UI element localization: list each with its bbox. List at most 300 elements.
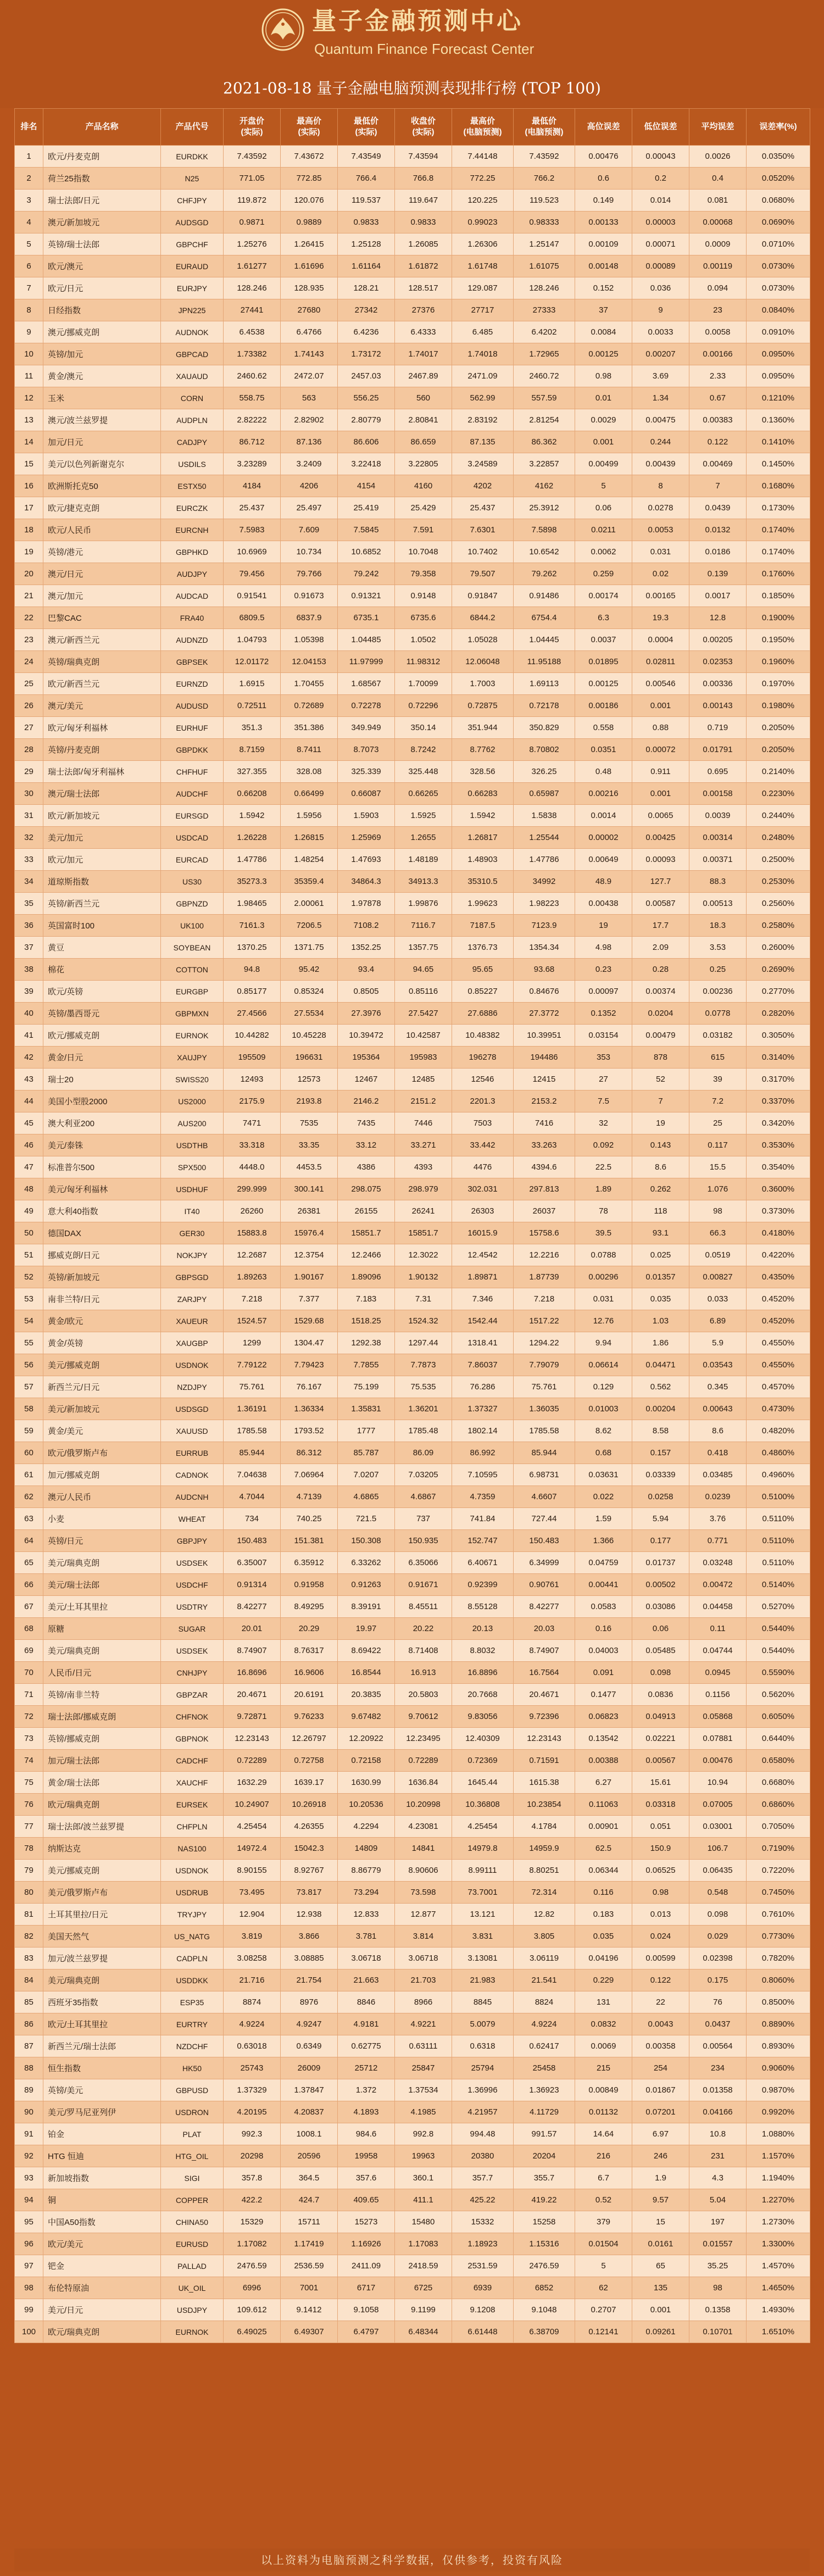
cell-high: 15042.3 — [281, 1838, 338, 1860]
table-row — [15, 937, 810, 959]
cell-predicted-low: 0.84676 — [514, 981, 575, 1003]
cell-low-error: 0.031 — [632, 541, 689, 563]
cell-predicted-high: 6.61448 — [452, 2321, 514, 2343]
cell-low: 20.3835 — [338, 1684, 395, 1706]
cell-rank: 62 — [15, 1486, 43, 1508]
cell-open: 85.944 — [224, 1442, 281, 1464]
cell-product-code: JPN225 — [161, 299, 224, 321]
cell-low-error: 0.01867 — [632, 2079, 689, 2101]
cell-product-code: GBPMXN — [161, 1003, 224, 1025]
cell-product-name: 瑞士法郎/匈牙利福林 — [43, 761, 161, 783]
cell-high-error: 0.0069 — [575, 2035, 632, 2057]
cell-high: 27.5534 — [281, 1003, 338, 1025]
table-row — [15, 1003, 810, 1025]
cell-close: 1297.44 — [395, 1332, 452, 1354]
cell-predicted-low: 12.23143 — [514, 1728, 575, 1750]
cell-predicted-high: 1318.41 — [452, 1332, 514, 1354]
cell-product-name: 黄金/瑞士法郎 — [43, 1772, 161, 1794]
cell-product-name: 欧元/英镑 — [43, 981, 161, 1003]
cell-product-name: 欧元/匈牙利福林 — [43, 717, 161, 739]
cell-predicted-low: 194486 — [514, 1047, 575, 1069]
cell-predicted-low: 350.829 — [514, 717, 575, 739]
cell-product-name: 美元/匈牙利福林 — [43, 1178, 161, 1200]
table-row — [15, 739, 810, 761]
cell-predicted-high: 8.55128 — [452, 1596, 514, 1618]
cell-open: 2460.62 — [224, 365, 281, 387]
cell-high: 0.66499 — [281, 783, 338, 805]
cell-low: 3.781 — [338, 1926, 395, 1948]
cell-predicted-high: 7.86037 — [452, 1354, 514, 1376]
cell-predicted-high: 86.992 — [452, 1442, 514, 1464]
cell-average-error: 0.1358 — [689, 2299, 747, 2321]
cell-low-error: 0.88 — [632, 717, 689, 739]
cell-high: 7535 — [281, 1112, 338, 1134]
cell-high: 300.141 — [281, 1178, 338, 1200]
cell-predicted-low: 9.1048 — [514, 2299, 575, 2321]
cell-open: 7.04638 — [224, 1464, 281, 1486]
cell-average-error: 0.04744 — [689, 1640, 747, 1662]
cell-low: 9.1058 — [338, 2299, 395, 2321]
cell-high: 2.00061 — [281, 893, 338, 915]
cell-close: 20.5803 — [395, 1684, 452, 1706]
cell-predicted-high: 12.4542 — [452, 1244, 514, 1266]
cell-low-error: 9 — [632, 299, 689, 321]
cell-low: 766.4 — [338, 168, 395, 190]
cell-low-error: 0.051 — [632, 1816, 689, 1838]
cell-high: 79.766 — [281, 563, 338, 585]
cell-predicted-low: 727.44 — [514, 1508, 575, 1530]
cell-rank: 20 — [15, 563, 43, 585]
cell-low: 12.20922 — [338, 1728, 395, 1750]
cell-high: 20.6191 — [281, 1684, 338, 1706]
table-row — [15, 1310, 810, 1332]
cell-rank: 23 — [15, 629, 43, 651]
cell-predicted-low: 33.263 — [514, 1134, 575, 1156]
cell-product-name: 欧元/新加坡元 — [43, 805, 161, 827]
cell-product-name: 美国小型股2000 — [43, 1091, 161, 1112]
cell-predicted-high: 1.18923 — [452, 2233, 514, 2255]
cell-predicted-low: 11.95188 — [514, 651, 575, 673]
cell-product-code: XAUCHF — [161, 1772, 224, 1794]
cell-predicted-low: 25458 — [514, 2057, 575, 2079]
cell-close: 0.63111 — [395, 2035, 452, 2057]
table-row — [15, 673, 810, 695]
cell-predicted-high: 8.7762 — [452, 739, 514, 761]
table-row — [15, 1464, 810, 1486]
cell-high-error: 0.0832 — [575, 2013, 632, 2035]
cell-close: 10.42587 — [395, 1025, 452, 1047]
cell-low-error: 0.244 — [632, 431, 689, 453]
cell-product-name: 黄豆 — [43, 937, 161, 959]
cell-low-error: 0.00567 — [632, 1750, 689, 1772]
cell-close: 8.71408 — [395, 1640, 452, 1662]
cell-product-name: 新加坡指数 — [43, 2167, 161, 2189]
cell-close: 0.85116 — [395, 981, 452, 1003]
cell-low-error: 0.00439 — [632, 453, 689, 475]
cell-close: 119.647 — [395, 190, 452, 212]
cell-average-error: 0.00143 — [689, 695, 747, 717]
cell-predicted-high: 7.10595 — [452, 1464, 514, 1486]
cell-high: 6837.9 — [281, 607, 338, 629]
cell-average-error: 0.00314 — [689, 827, 747, 849]
cell-error-rate: 0.4960% — [747, 1464, 810, 1486]
cell-close: 737 — [395, 1508, 452, 1530]
cell-low-error: 0.00374 — [632, 981, 689, 1003]
cell-average-error: 0.03182 — [689, 1025, 747, 1047]
cell-high: 3.866 — [281, 1926, 338, 1948]
cell-low-error: 0.0004 — [632, 629, 689, 651]
cell-error-rate: 0.1980% — [747, 695, 810, 717]
cell-predicted-high: 2.83192 — [452, 409, 514, 431]
cell-low: 75.199 — [338, 1376, 395, 1398]
cell-average-error: 0.02398 — [689, 1948, 747, 1969]
cell-predicted-low: 25.3912 — [514, 497, 575, 519]
cell-predicted-low: 20.4671 — [514, 1684, 575, 1706]
cell-high: 86.312 — [281, 1442, 338, 1464]
cell-low-error: 0.00093 — [632, 849, 689, 871]
cell-high-error: 62.5 — [575, 1838, 632, 1860]
cell-error-rate: 0.7730% — [747, 1926, 810, 1948]
cell-predicted-low: 12.2216 — [514, 1244, 575, 1266]
cell-high-error: 0.11063 — [575, 1794, 632, 1816]
cell-low: 2457.03 — [338, 365, 395, 387]
cell-open: 4.9224 — [224, 2013, 281, 2035]
cell-error-rate: 0.2050% — [747, 717, 810, 739]
cell-close: 73.598 — [395, 1882, 452, 1904]
cell-high: 1.74143 — [281, 343, 338, 365]
cell-high-error: 6.27 — [575, 1772, 632, 1794]
cell-product-code: CADPLN — [161, 1948, 224, 1969]
cell-low: 1352.25 — [338, 937, 395, 959]
cell-product-name: 加元/波兰兹罗提 — [43, 1948, 161, 1969]
cell-average-error: 0.00119 — [689, 255, 747, 277]
cell-predicted-high: 4202 — [452, 475, 514, 497]
cell-product-name: 新西兰元/瑞士法郎 — [43, 2035, 161, 2057]
cell-close: 0.9833 — [395, 212, 452, 233]
cell-product-code: PLAT — [161, 2123, 224, 2145]
cell-high: 1.90167 — [281, 1266, 338, 1288]
cell-high-error: 0.00186 — [575, 695, 632, 717]
cell-product-code: AUDNOK — [161, 321, 224, 343]
cell-low: 6.4236 — [338, 321, 395, 343]
cell-high-error: 0.183 — [575, 1904, 632, 1926]
cell-low: 349.949 — [338, 717, 395, 739]
cell-low-error: 0.562 — [632, 1376, 689, 1398]
cell-low-error: 6.97 — [632, 2123, 689, 2145]
cell-high: 0.91673 — [281, 585, 338, 607]
cell-low-error: 0.0836 — [632, 1684, 689, 1706]
cell-product-code: SIGI — [161, 2167, 224, 2189]
cell-low-error: 150.9 — [632, 1838, 689, 1860]
cell-high-error: 6.7 — [575, 2167, 632, 2189]
cell-predicted-high: 1.48903 — [452, 849, 514, 871]
cell-product-code: USDRUB — [161, 1882, 224, 1904]
cell-open: 0.85177 — [224, 981, 281, 1003]
cell-low: 2146.2 — [338, 1091, 395, 1112]
cell-high-error: 0.116 — [575, 1882, 632, 1904]
cell-open: 10.24907 — [224, 1794, 281, 1816]
cell-product-code: ESP35 — [161, 1991, 224, 2013]
cell-high: 8.76317 — [281, 1640, 338, 1662]
cell-low-error: 0.04471 — [632, 1354, 689, 1376]
cell-average-error: 197 — [689, 2211, 747, 2233]
cell-predicted-high: 425.22 — [452, 2189, 514, 2211]
cell-predicted-high: 351.944 — [452, 717, 514, 739]
cell-average-error: 88.3 — [689, 871, 747, 893]
disclaimer-footer: 以上资料为电脑预测之科学数据，仅供参考，投资有风险 — [14, 2549, 810, 2572]
cell-low-error: 8.6 — [632, 1156, 689, 1178]
cell-close: 2.80841 — [395, 409, 452, 431]
cell-error-rate: 0.2140% — [747, 761, 810, 783]
cell-product-code: AUDCAD — [161, 585, 224, 607]
cell-product-name: 英镑/挪威克朗 — [43, 1728, 161, 1750]
table-row — [15, 255, 810, 277]
cell-product-code: COPPER — [161, 2189, 224, 2211]
cell-rank: 76 — [15, 1794, 43, 1816]
cell-low: 12.2466 — [338, 1244, 395, 1266]
cell-low: 25.419 — [338, 497, 395, 519]
cell-high-error: 0.00438 — [575, 893, 632, 915]
cell-product-code: USDRON — [161, 2101, 224, 2123]
column-header-label: 最低价 — [531, 116, 556, 126]
table-row — [15, 146, 810, 168]
cell-low-error: 0.098 — [632, 1662, 689, 1684]
cell-open: 25743 — [224, 2057, 281, 2079]
table-row — [15, 827, 810, 849]
table-row — [15, 1991, 810, 2013]
cell-close: 6.48344 — [395, 2321, 452, 2343]
cell-open: 7161.3 — [224, 915, 281, 937]
table-row — [15, 1706, 810, 1728]
cell-high-error: 0.091 — [575, 1662, 632, 1684]
cell-product-code: USDSGD — [161, 1398, 224, 1420]
table-row — [15, 1948, 810, 1969]
cell-open: 25.437 — [224, 497, 281, 519]
cell-average-error: 0.0519 — [689, 1244, 747, 1266]
column-header-high — [281, 109, 338, 146]
cell-error-rate: 1.4650% — [747, 2277, 810, 2299]
cell-high-error: 12.76 — [575, 1310, 632, 1332]
cell-low-error: 0.00071 — [632, 233, 689, 255]
cell-average-error: 1.076 — [689, 1178, 747, 1200]
cell-open: 4.25454 — [224, 1816, 281, 1838]
cell-average-error: 0.4 — [689, 168, 747, 190]
cell-close: 12.3022 — [395, 1244, 452, 1266]
cell-low-error: 0.035 — [632, 1288, 689, 1310]
table-row — [15, 2211, 810, 2233]
cell-high: 9.1412 — [281, 2299, 338, 2321]
cell-average-error: 8.6 — [689, 1420, 747, 1442]
table-row — [15, 2101, 810, 2123]
column-header-close — [395, 109, 452, 146]
table-row — [15, 717, 810, 739]
cell-product-name: 巴黎CAC — [43, 607, 161, 629]
cell-predicted-low: 20204 — [514, 2145, 575, 2167]
cell-error-rate: 0.6440% — [747, 1728, 810, 1750]
cell-rank: 94 — [15, 2189, 43, 2211]
cell-high-error: 0.0014 — [575, 805, 632, 827]
cell-close: 4.1985 — [395, 2101, 452, 2123]
cell-predicted-low: 6.98731 — [514, 1464, 575, 1486]
cell-close: 6725 — [395, 2277, 452, 2299]
cell-close: 1.70099 — [395, 673, 452, 695]
cell-error-rate: 0.1740% — [747, 519, 810, 541]
cell-open: 1524.57 — [224, 1310, 281, 1332]
cell-low: 195364 — [338, 1047, 395, 1069]
cell-predicted-high: 7187.5 — [452, 915, 514, 937]
cell-open: 10.6969 — [224, 541, 281, 563]
cell-close: 0.72296 — [395, 695, 452, 717]
cell-open: 12.2687 — [224, 1244, 281, 1266]
cell-average-error: 234 — [689, 2057, 747, 2079]
cell-product-code: TRYJPY — [161, 1904, 224, 1926]
cell-low: 8.7073 — [338, 739, 395, 761]
cell-product-name: 小麦 — [43, 1508, 161, 1530]
cell-average-error: 0.719 — [689, 717, 747, 739]
cell-rank: 16 — [15, 475, 43, 497]
cell-high: 2.82902 — [281, 409, 338, 431]
cell-error-rate: 0.0730% — [747, 277, 810, 299]
cell-error-rate: 0.3140% — [747, 1047, 810, 1069]
cell-average-error: 0.00564 — [689, 2035, 747, 2057]
cell-product-name: 美元/以色列新谢克尔 — [43, 453, 161, 475]
table-row — [15, 893, 810, 915]
cell-high: 1639.17 — [281, 1772, 338, 1794]
cell-product-code: US2000 — [161, 1091, 224, 1112]
cell-high-error: 7.5 — [575, 1091, 632, 1112]
cell-product-name: 黄金/欧元 — [43, 1310, 161, 1332]
cell-high-error: 0.01504 — [575, 2233, 632, 2255]
cell-average-error: 7.2 — [689, 1091, 747, 1112]
cell-low: 85.787 — [338, 1442, 395, 1464]
cell-error-rate: 0.3600% — [747, 1178, 810, 1200]
cell-high-error: 379 — [575, 2211, 632, 2233]
cell-rank: 93 — [15, 2167, 43, 2189]
cell-average-error: 0.03248 — [689, 1552, 747, 1574]
cell-product-name: 英镑/瑞士法郎 — [43, 233, 161, 255]
cell-high-error: 0.00476 — [575, 146, 632, 168]
cell-average-error: 0.04458 — [689, 1596, 747, 1618]
cell-predicted-low: 34992 — [514, 871, 575, 893]
cell-product-name: 英镑/日元 — [43, 1530, 161, 1552]
cell-low: 128.21 — [338, 277, 395, 299]
cell-predicted-high: 35310.5 — [452, 871, 514, 893]
cell-low-error: 0.00587 — [632, 893, 689, 915]
cell-predicted-high: 1.37327 — [452, 1398, 514, 1420]
cell-predicted-low: 8.80251 — [514, 1860, 575, 1882]
cell-average-error: 0.0186 — [689, 541, 747, 563]
cell-product-name: 中国A50指数 — [43, 2211, 161, 2233]
cell-average-error: 0.0017 — [689, 585, 747, 607]
cell-open: 8.7159 — [224, 739, 281, 761]
cell-high: 87.136 — [281, 431, 338, 453]
cell-product-code: FRA40 — [161, 607, 224, 629]
cell-high: 6.49307 — [281, 2321, 338, 2343]
cell-low: 1.89096 — [338, 1266, 395, 1288]
cell-error-rate: 0.1850% — [747, 585, 810, 607]
cell-predicted-high: 15332 — [452, 2211, 514, 2233]
cell-open: 4184 — [224, 475, 281, 497]
cell-close: 1.99876 — [395, 893, 452, 915]
cell-low: 298.075 — [338, 1178, 395, 1200]
table-row — [15, 1662, 810, 1684]
cell-product-code: CHFPLN — [161, 1816, 224, 1838]
cell-predicted-low: 0.71591 — [514, 1750, 575, 1772]
cell-product-name: 欧元/丹麦克朗 — [43, 146, 161, 168]
cell-close: 16.913 — [395, 1662, 452, 1684]
cell-product-code: GBPNOK — [161, 1728, 224, 1750]
cell-predicted-high: 6.485 — [452, 321, 514, 343]
cell-error-rate: 1.1940% — [747, 2167, 810, 2189]
cell-product-name: 澳元/人民币 — [43, 1486, 161, 1508]
cell-average-error: 6.89 — [689, 1310, 747, 1332]
cell-product-name: 欧元/新西兰元 — [43, 673, 161, 695]
cell-average-error: 10.94 — [689, 1772, 747, 1794]
cell-low: 86.606 — [338, 431, 395, 453]
cell-high-error: 0.68 — [575, 1442, 632, 1464]
cell-low-error: 0.0161 — [632, 2233, 689, 2255]
cell-predicted-high: 0.92399 — [452, 1574, 514, 1596]
cell-product-name: 欧洲斯托克50 — [43, 475, 161, 497]
cell-error-rate: 0.4570% — [747, 1376, 810, 1398]
cell-low: 1777 — [338, 1420, 395, 1442]
cell-predicted-high: 12.40309 — [452, 1728, 514, 1750]
cell-high-error: 78 — [575, 1200, 632, 1222]
cell-predicted-high: 1.36996 — [452, 2079, 514, 2101]
cell-low: 1.5903 — [338, 805, 395, 827]
cell-open: 8874 — [224, 1991, 281, 2013]
column-header-label: 平均误差 — [701, 122, 734, 131]
cell-close: 14841 — [395, 1838, 452, 1860]
cell-product-code: GBPDKK — [161, 739, 224, 761]
cell-product-code: EURSGD — [161, 805, 224, 827]
cell-close: 26241 — [395, 1200, 452, 1222]
cell-predicted-high: 16.8896 — [452, 1662, 514, 1684]
cell-product-name: 瑞士法郎/挪威克朗 — [43, 1706, 161, 1728]
cell-predicted-high: 7.346 — [452, 1288, 514, 1310]
cell-low: 14809 — [338, 1838, 395, 1860]
cell-rank: 69 — [15, 1640, 43, 1662]
table-row — [15, 1266, 810, 1288]
cell-rank: 52 — [15, 1266, 43, 1288]
cell-close: 1524.32 — [395, 1310, 452, 1332]
cell-product-name: 欧元/日元 — [43, 277, 161, 299]
cell-error-rate: 0.9920% — [747, 2101, 810, 2123]
cell-rank: 88 — [15, 2057, 43, 2079]
cell-predicted-high: 3.24589 — [452, 453, 514, 475]
cell-high-error: 32 — [575, 1112, 632, 1134]
cell-close: 298.979 — [395, 1178, 452, 1200]
cell-rank: 3 — [15, 190, 43, 212]
cell-rank: 15 — [15, 453, 43, 475]
cell-error-rate: 0.8890% — [747, 2013, 810, 2035]
cell-error-rate: 0.0350% — [747, 146, 810, 168]
cell-predicted-low: 6754.4 — [514, 607, 575, 629]
cell-low-error: 0.02221 — [632, 1728, 689, 1750]
cell-product-code: USDSEK — [161, 1640, 224, 1662]
cell-open: 7.5983 — [224, 519, 281, 541]
cell-low: 4154 — [338, 475, 395, 497]
cell-predicted-high: 14979.8 — [452, 1838, 514, 1860]
table-row — [15, 2299, 810, 2321]
cell-product-code: EURHUF — [161, 717, 224, 739]
cell-high-error: 0.00296 — [575, 1266, 632, 1288]
cell-rank: 86 — [15, 2013, 43, 2035]
page-title: 2021-08-18 量子金融电脑预测表现排行榜 (TOP 100) — [223, 79, 601, 97]
cell-low: 6717 — [338, 2277, 395, 2299]
cell-high: 7.609 — [281, 519, 338, 541]
cell-high-error: 0.031 — [575, 1288, 632, 1310]
